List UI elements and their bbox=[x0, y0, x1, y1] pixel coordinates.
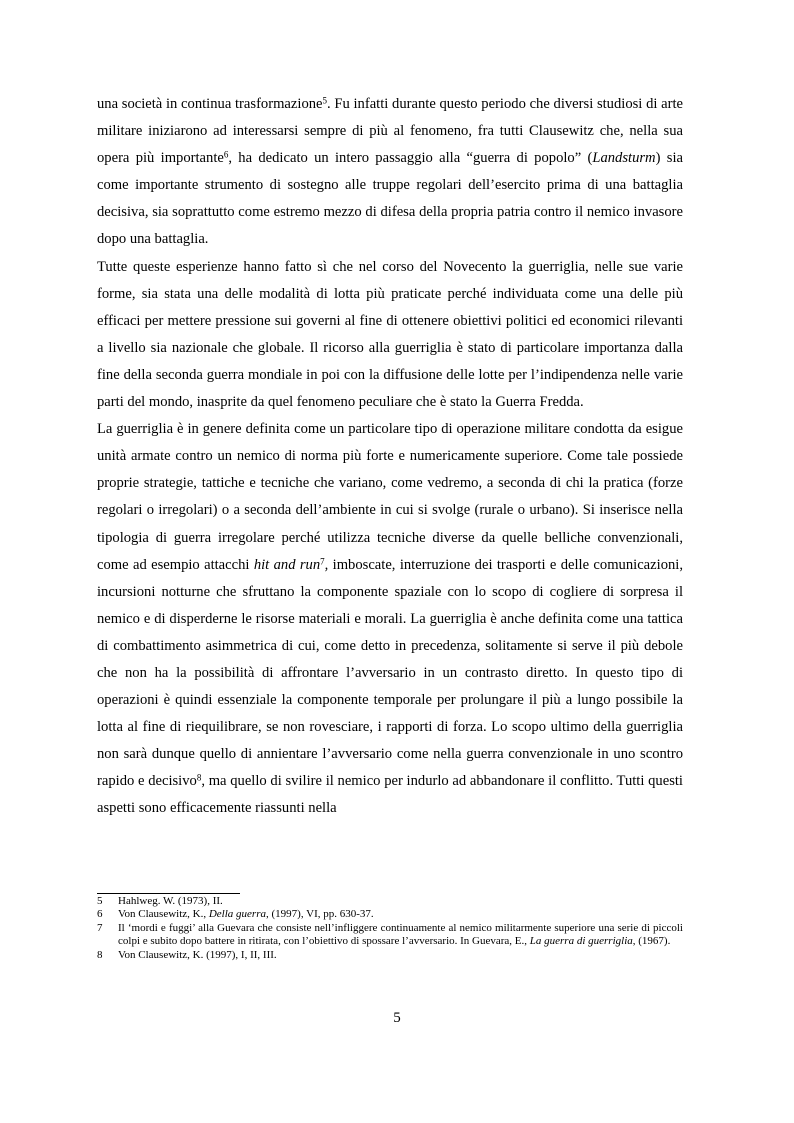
footnote-5 bbox=[97, 895, 683, 908]
paragraph-2: Tutte queste esperienze hanno fatto sì che nel corso del Novecento la guerriglia, nelle sue varie forme, sia stata una delle modalità di lotta più praticate perché individuata come una delle più efficaci per mettere pressione sui governi al fine di ottenere obiettivi politici ed economici rilevanti a livello sia nazionale che globale. Il ricorso alla guerriglia è stato di particolare importanza dalla fine della seconda guerra mondiale in poi con la diffusione delle lotte per l’indipendenza nelle varie parti del mondo, inasprite da quel fenomeno peculiare che è stato la Guerra Fredda. bbox=[97, 258, 683, 411]
footnote-ref-6[interactable]: 6 bbox=[223, 149, 229, 160]
footnote-number: 6 bbox=[97, 908, 103, 921]
footnote-7 bbox=[97, 922, 683, 949]
paragraph-3-text-a: La guerriglia è in genere definita come un particolare tipo di operazione militare condotta da esigue unità armate contro un nemico di norma più forte e numericamente superiore. Come tale possiede proprie strategie, tattiche e tecniche che variano, come vedremo, a seconda di chi la pratica (forze regolari o irregolari) o a seconda dell’ambiente in cui si svolge (rurale o urbano). Si inserisce nella tipologia di guerra irregolare perché utilizza tecniche diverse da quelle belliche convenzionali, come ad esempio attacchi bbox=[97, 421, 683, 573]
paragraph-3-text-c: , ma quello di svilire il nemico per indurlo ad abbandonare il conflitto. Tutti questi aspetti sono efficacemente riassunti nella bbox=[97, 773, 683, 817]
footnote-text: , (1967). bbox=[632, 935, 671, 948]
paragraph-1-text-c: , ha dedicato un intero passaggio alla “guerra di popolo” ( bbox=[228, 150, 593, 167]
footnotes bbox=[97, 895, 683, 962]
paragraph-3-comma: , bbox=[324, 556, 329, 573]
footnote-ref-7[interactable]: 7 bbox=[320, 556, 325, 567]
page-number: 5 bbox=[393, 1010, 401, 1026]
paragraph-1-text-d: ) sia come importante strumento di sostegno alle truppe regolari dell’esercito prima di una battaglia decisiva, sia soprattutto come estremo mezzo di difesa della propria patria contro il nemico invasore dopo una battaglia. bbox=[97, 150, 683, 248]
paragraph-3 bbox=[97, 416, 683, 822]
footnote-ref-5[interactable]: 5 bbox=[322, 95, 328, 106]
paragraph-1-text-a: una società in continua trasformazione bbox=[97, 96, 323, 112]
footnote-text: Von Clausewitz, K. (1997), I, II, III. bbox=[118, 948, 277, 961]
footnote-separator bbox=[97, 893, 240, 894]
footnote-title: La guerra di guerriglia bbox=[529, 935, 633, 948]
footnote-8 bbox=[97, 949, 683, 962]
footnote-number: 7 bbox=[97, 921, 103, 934]
footnote-title: Della guerra bbox=[208, 908, 266, 921]
footnote-text: Hahlweg. W. (1973), II. bbox=[118, 895, 223, 907]
paragraph-1-text-b: . Fu infatti durante questo periodo che diversi studiosi di arte militare iniziarono ad interessarsi sempre di più al fenomeno, fra tutti Clausewitz che, nella sua opera più importante bbox=[97, 96, 683, 167]
footnote-text: Von Clausewitz, K., bbox=[118, 908, 209, 921]
footnote-number: 8 bbox=[97, 948, 103, 961]
footnote-ref-8[interactable]: 8 bbox=[196, 772, 202, 783]
footnote-text: , (1997), VI, pp. 630-37. bbox=[266, 908, 374, 921]
footnote-text: Il ‘mordi e fuggi’ alla Guevara che consiste nell’infliggere continuamente al nemico militarmente superiore una serie di piccoli colpi e subito dopo battere in ritirata, con l’obiettivo di spossare l’avversario. In Guevara, E., bbox=[118, 921, 683, 948]
paragraph-1 bbox=[97, 91, 683, 254]
landsturm-term: Landsturm bbox=[592, 150, 656, 167]
paragraph-3-text-b: imboscate, interruzione dei trasporti e delle comunicazioni, incursioni notturne che sfruttano la componente spaziale con lo scopo di cogliere di sorpresa il nemico e di disperderne le risorse materiali e morali. La guerriglia è anche definita come una tattica di combattimento asimmetrica di cui, come detto in precedenza, solitamente si serve il più debole che non ha la possibilità di affrontare l’avversario in un contrasto diretto. In questo tipo di operazioni è quindi essenziale la componente temporale per prolungare il più a lungo possibile la lotta al fine di riequilibrare, se non rovesciare, i rapporti di forza. Lo scopo ultimo della guerriglia non sarà dunque quello di annientare l’avversario come nella guerra convenzionale in uno scontro rapido e decisivo bbox=[97, 556, 683, 790]
footnote-number: 5 bbox=[97, 895, 103, 907]
hit-and-run-term: hit and run bbox=[253, 556, 321, 573]
page-body bbox=[97, 91, 683, 823]
footnote-6 bbox=[97, 908, 683, 921]
